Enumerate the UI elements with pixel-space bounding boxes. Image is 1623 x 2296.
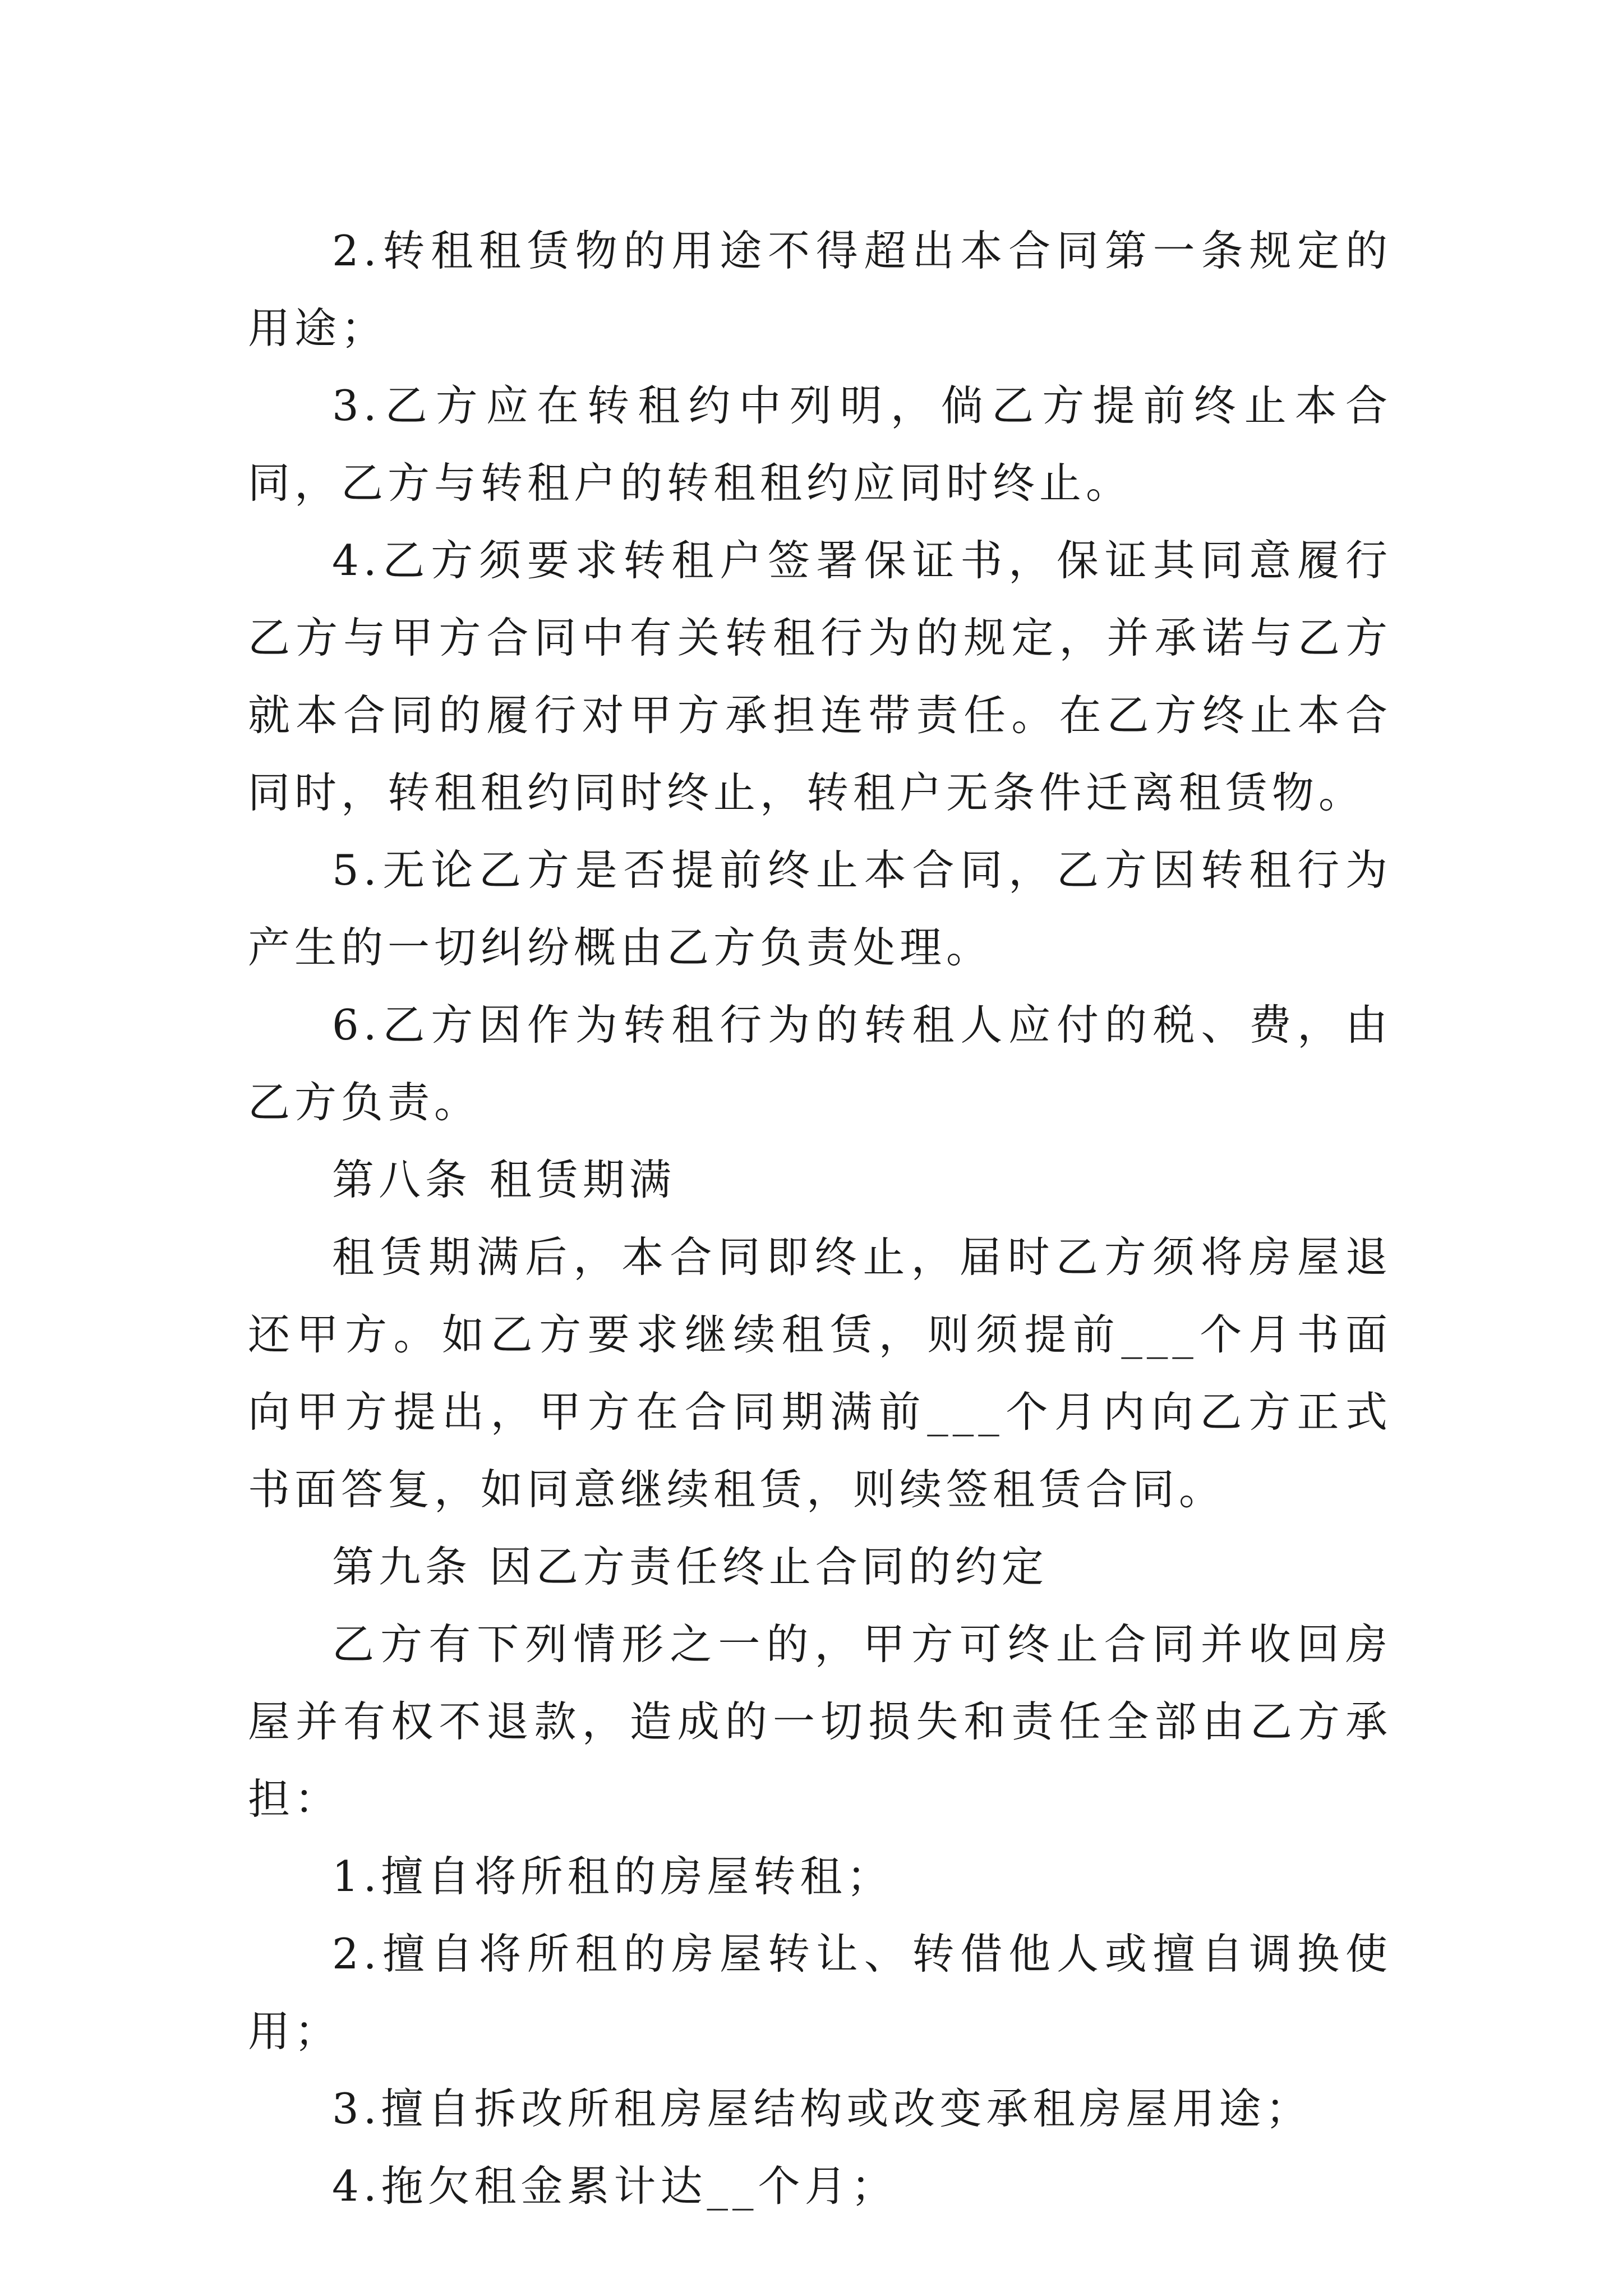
clause-9-heading: 第九条 因乙方责任终止合同的约定 (332, 1542, 1048, 1591)
clause-7-item-4: 4.乙方须要求转租户签署保证书，保证其同意履行乙方与甲方合同中有关转租行为的规定，并承诺与乙方就本合同的履行对甲方承担连带责任。在乙方终止本合同时，转租租约同时终止，转租户无条件迁离租赁物。 (248, 536, 1392, 817)
clause-8-body: 租赁期满后，本合同即终止，届时乙方须将房屋退还甲方。如乙方要求继续租赁，则须提前___个月书面向甲方提出，甲方在合同期满前___个月内向乙方正式书面答复，如同意继续租赁，则续签租赁合同。 (248, 1232, 1392, 1514)
clause-9-item-1: 1.擅自将所租的房屋转租； (332, 1852, 893, 1901)
clause-7-item-2: 2.转租租赁物的用途不得超出本合同第一条规定的用途； (248, 226, 1392, 353)
clause-9-item-3: 3.擅自拆改所租房屋结构或改变承租房屋用途； (332, 2084, 1312, 2133)
clause-8-heading: 第八条 租赁期满 (332, 1155, 676, 1204)
clause-7-item-3: 3.乙方应在转租约中列明，倘乙方提前终止本合同，乙方与转租户的转租租约应同时终止。 (248, 381, 1392, 508)
clause-9-intro: 乙方有下列情形之一的，甲方可终止合同并收回房屋并有权不退款，造成的一切损失和责任全部由乙方承担： (248, 1619, 1392, 1824)
clause-7-item-6: 6.乙方因作为转租行为的转租人应付的税、费，由乙方负责。 (248, 1000, 1392, 1127)
clause-9-item-2: 2.擅自将所租的房屋转让、转借他人或擅自调换使用； (248, 1929, 1392, 2056)
clause-9-item-4: 4.拖欠租金累计达__个月； (332, 2161, 898, 2211)
document-body (248, 212, 1392, 2225)
clause-7-item-5: 5.无论乙方是否提前终止本合同，乙方因转租行为产生的一切纠纷概由乙方负责处理。 (248, 845, 1392, 972)
